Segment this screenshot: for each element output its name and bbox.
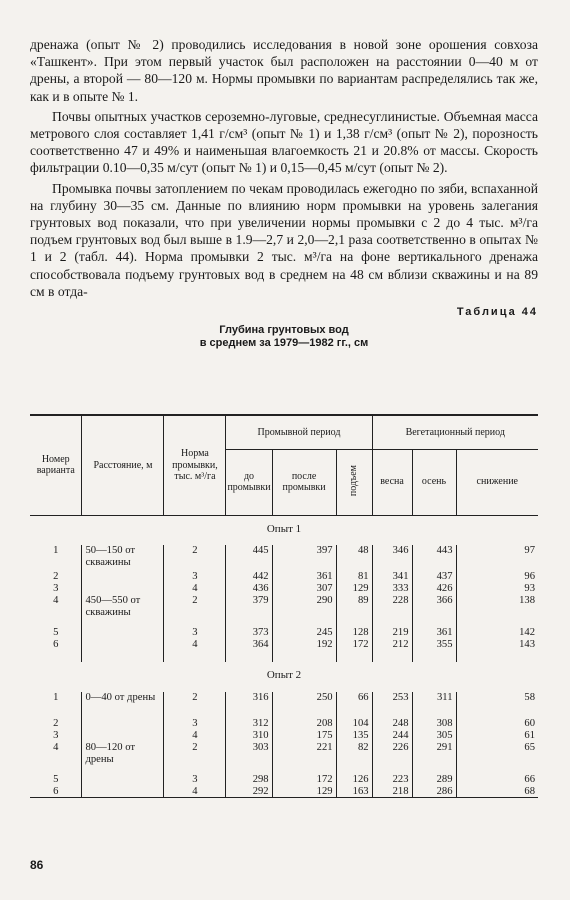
cell-norm: 2: [164, 545, 226, 571]
table-label: Таблица 44: [456, 306, 538, 319]
cell-autumn: 308: [412, 718, 456, 730]
cell-decrease: 68: [456, 786, 538, 798]
cell-before: 364: [226, 639, 272, 651]
cell-distance: [82, 774, 164, 786]
cell-spring: 219: [372, 627, 412, 639]
groundwater-depth-table: [30, 414, 538, 798]
cell-rise: 128: [336, 627, 372, 639]
table-caption-line-2: в среднем за 1979—1982 гг., см: [199, 337, 369, 350]
table-row: [30, 595, 538, 627]
cell-before: 298: [226, 774, 272, 786]
cell-before: 310: [226, 730, 272, 742]
spacer-cell: [30, 650, 82, 662]
cell-autumn: 361: [412, 627, 456, 639]
cell-norm: 3: [164, 718, 226, 730]
paragraph-1: дренажа (опыт № 2) проводились исследования в новой зоне орошения совхоза «Ташкент». При этом первый участок был расположен на расстоянии 0—40 м от дрены, а второй — 80—120 м. Нормы промывки по вариантам распределялись так же, как и в опыте № 1.: [30, 37, 538, 104]
cell-norm: 4: [164, 786, 226, 798]
cell-spring: 333: [372, 583, 412, 595]
cell-after: 172: [272, 774, 336, 786]
spacer-cell: [82, 650, 164, 662]
table-caption-line-1: Глубина грунтовых вод: [219, 324, 349, 337]
table-row: [30, 742, 538, 774]
cell-before: 436: [226, 583, 272, 595]
table-row: [30, 639, 538, 651]
table-row: [30, 786, 538, 798]
cell-rise: 135: [336, 730, 372, 742]
cell-autumn: 443: [412, 545, 456, 571]
table-row: [30, 627, 538, 639]
header-spring: весна: [372, 449, 412, 515]
table-row: [30, 774, 538, 786]
cell-decrease: 61: [456, 730, 538, 742]
cell-norm: 4: [164, 583, 226, 595]
cell-norm: 4: [164, 730, 226, 742]
table-row: [30, 545, 538, 571]
cell-autumn: 291: [412, 742, 456, 774]
header-rise-text: подъем: [348, 464, 360, 496]
page-body: [30, 36, 538, 350]
table-body-exp1: [30, 515, 538, 662]
cell-distance: [82, 639, 164, 651]
cell-after: 208: [272, 718, 336, 730]
cell-decrease: 60: [456, 718, 538, 730]
cell-variant: 4: [30, 595, 82, 627]
cell-distance: [82, 718, 164, 730]
cell-variant: 4: [30, 742, 82, 774]
cell-decrease: 65: [456, 742, 538, 774]
paragraph-2: Почвы опытных участков сероземно-луговые, среднесуглинистые. Объемная масса метрового слоя составляет 1,41 г/см³ (опыт № 1) и 1,38 г/см³ (опыт № 2), порозность соответственно 47 и 49% и наименьшая влагоемкость 21 и 20.8% от массы. Скорость фильтрации 0.10—0,35 м/сут (опыт № 1) и 0,15—0,45 м/сут (опыт № 2).: [30, 108, 538, 176]
cell-distance: [82, 583, 164, 595]
header-variant: Номер варианта: [30, 415, 82, 515]
cell-after: 221: [272, 742, 336, 774]
cell-decrease: 58: [456, 692, 538, 718]
cell-norm: 2: [164, 742, 226, 774]
header-before: до промывки: [226, 449, 272, 515]
cell-before: 312: [226, 718, 272, 730]
cell-distance: [82, 627, 164, 639]
cell-distance: 80—120 от дрены: [82, 742, 164, 774]
cell-distance: 0—40 от дрены: [82, 692, 164, 718]
cell-decrease: 96: [456, 571, 538, 583]
cell-norm: 2: [164, 595, 226, 627]
cell-spring: 346: [372, 545, 412, 571]
table-body-exp2: [30, 662, 538, 797]
cell-before: 373: [226, 627, 272, 639]
cell-rise: 126: [336, 774, 372, 786]
cell-decrease: 138: [456, 595, 538, 627]
cell-distance: [82, 786, 164, 798]
cell-variant: 5: [30, 627, 82, 639]
cell-after: 290: [272, 595, 336, 627]
cell-spring: 218: [372, 786, 412, 798]
cell-autumn: 426: [412, 583, 456, 595]
table-row: [30, 692, 538, 718]
cell-spring: 212: [372, 639, 412, 651]
cell-norm: 2: [164, 692, 226, 718]
cell-decrease: 66: [456, 774, 538, 786]
cell-rise: 129: [336, 583, 372, 595]
cell-before: 292: [226, 786, 272, 798]
header-rise: [336, 449, 372, 515]
cell-decrease: 93: [456, 583, 538, 595]
cell-rise: 82: [336, 742, 372, 774]
cell-norm: 4: [164, 639, 226, 651]
cell-after: 397: [272, 545, 336, 571]
paragraph-3: Промывка почвы затоплением по чекам проводилась ежегодно по зяби, вспаханной на глубину 30—35 см. Данные по влиянию норм промывки на уровень залегания грунтовых вод показали, что при увеличении нормы промывки с 2 до 4 тыс. м³/га подъем грунтовых вод был выше в 1.9—2,7 и 2,0—2,1 раза соответственно в опытах № 1 и 2 (табл. 44). Норма промывки 2 тыс. м³/га на фоне вертикального дренажа способствовала подъему грунтовых вод в среднем на 48 см вблизи скважины и на 89 см в отда-: [30, 180, 538, 299]
cell-rise: 172: [336, 639, 372, 651]
table-row: [30, 571, 538, 583]
cell-distance: [82, 730, 164, 742]
cell-rise: 163: [336, 786, 372, 798]
cell-after: 250: [272, 692, 336, 718]
spacer-cell: [412, 650, 456, 662]
cell-variant: 5: [30, 774, 82, 786]
header-distance: Расстояние, м: [82, 415, 164, 515]
cell-variant: 3: [30, 730, 82, 742]
cell-spring: 226: [372, 742, 412, 774]
cell-spring: 248: [372, 718, 412, 730]
cell-rise: 48: [336, 545, 372, 571]
cell-distance: 450—550 от скважины: [82, 595, 164, 627]
table-caption: [30, 324, 538, 350]
cell-before: 445: [226, 545, 272, 571]
cell-autumn: 355: [412, 639, 456, 651]
header-after: после промывки: [272, 449, 336, 515]
section-title: Опыт 2: [266, 669, 302, 682]
cell-autumn: 286: [412, 786, 456, 798]
cell-after: 361: [272, 571, 336, 583]
table-row: [30, 718, 538, 730]
cell-after: 175: [272, 730, 336, 742]
cell-autumn: 289: [412, 774, 456, 786]
spacer-cell: [336, 650, 372, 662]
header-decrease: снижение: [456, 449, 538, 515]
spacer-cell: [272, 650, 336, 662]
cell-after: 307: [272, 583, 336, 595]
cell-spring: 223: [372, 774, 412, 786]
cell-norm: 3: [164, 627, 226, 639]
cell-variant: 3: [30, 583, 82, 595]
cell-distance: 50—150 от скважины: [82, 545, 164, 571]
cell-decrease: 143: [456, 639, 538, 651]
cell-before: 303: [226, 742, 272, 774]
cell-before: 379: [226, 595, 272, 627]
header-norm: Норма промывки, тыс. м³/га: [164, 415, 226, 515]
section-row: [30, 662, 538, 692]
cell-autumn: 305: [412, 730, 456, 742]
spacer-cell: [226, 650, 272, 662]
header-wash-period: Промывной период: [226, 415, 372, 449]
cell-decrease: 142: [456, 627, 538, 639]
spacer-cell: [372, 650, 412, 662]
cell-variant: 6: [30, 786, 82, 798]
cell-autumn: 366: [412, 595, 456, 627]
table-row: [30, 583, 538, 595]
cell-before: 442: [226, 571, 272, 583]
cell-after: 192: [272, 639, 336, 651]
cell-spring: 341: [372, 571, 412, 583]
cell-variant: 1: [30, 545, 82, 571]
cell-variant: 2: [30, 571, 82, 583]
header-veg-period: Вегетационный период: [372, 415, 538, 449]
spacer-cell: [456, 650, 538, 662]
cell-variant: 2: [30, 718, 82, 730]
cell-autumn: 311: [412, 692, 456, 718]
cell-spring: 228: [372, 595, 412, 627]
cell-decrease: 97: [456, 545, 538, 571]
cell-after: 129: [272, 786, 336, 798]
cell-spring: 253: [372, 692, 412, 718]
section-title: Опыт 1: [266, 522, 302, 535]
cell-autumn: 437: [412, 571, 456, 583]
cell-spring: 244: [372, 730, 412, 742]
table-row: [30, 730, 538, 742]
cell-before: 316: [226, 692, 272, 718]
page-number: 86: [30, 858, 44, 872]
spacer-cell: [164, 650, 226, 662]
cell-rise: 104: [336, 718, 372, 730]
cell-rise: 81: [336, 571, 372, 583]
cell-rise: 66: [336, 692, 372, 718]
section-row: [30, 515, 538, 545]
header-autumn: осень: [412, 449, 456, 515]
cell-after: 245: [272, 627, 336, 639]
cell-norm: 3: [164, 774, 226, 786]
cell-norm: 3: [164, 571, 226, 583]
cell-variant: 6: [30, 639, 82, 651]
cell-rise: 89: [336, 595, 372, 627]
cell-variant: 1: [30, 692, 82, 718]
spacer-row: [30, 650, 538, 662]
cell-distance: [82, 571, 164, 583]
